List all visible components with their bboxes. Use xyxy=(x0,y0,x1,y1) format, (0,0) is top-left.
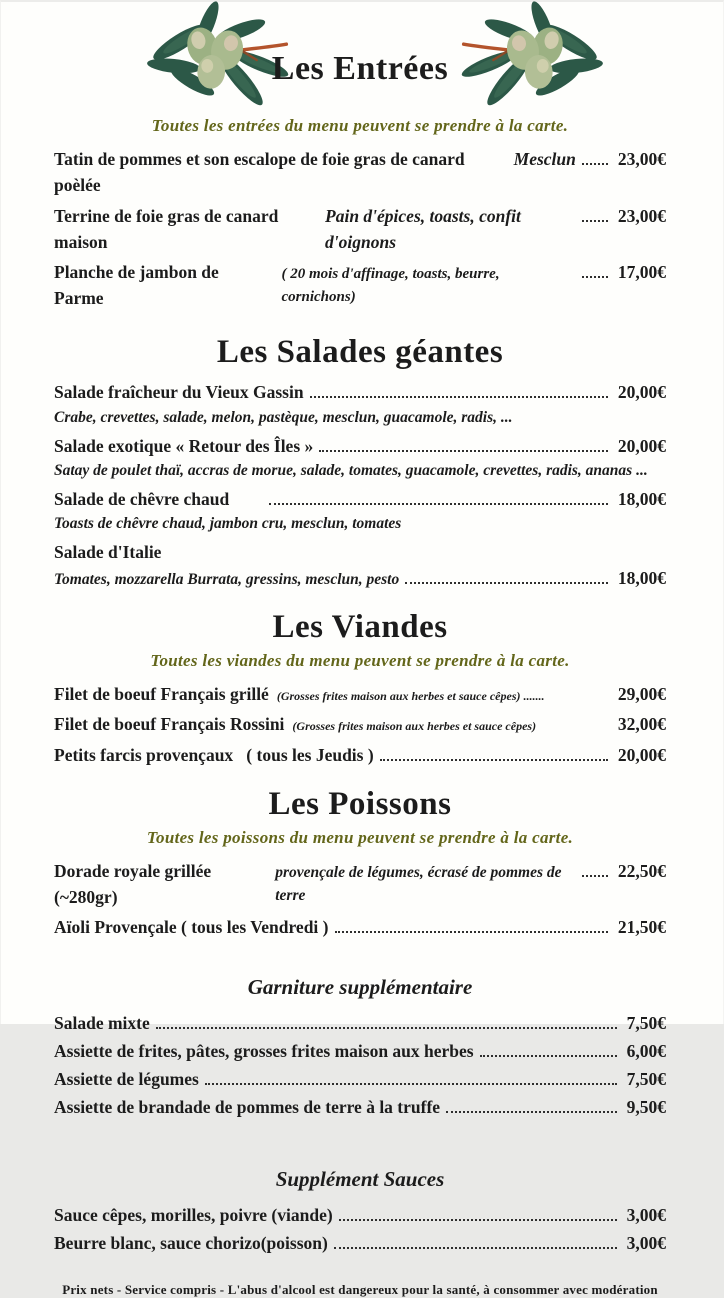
item-price: 29,00€ xyxy=(617,684,666,705)
dotted-leader xyxy=(582,163,608,165)
item-note: Mesclun xyxy=(513,149,576,169)
item-price: 20,00€ xyxy=(617,744,666,765)
menu-item-row xyxy=(54,914,666,940)
section-title: Supplément Sauces xyxy=(275,1166,445,1191)
menu-item-row xyxy=(54,433,666,459)
menu-item-row xyxy=(54,711,666,737)
item-name: Salade exotique « Retour des Îles » xyxy=(54,435,314,456)
menu-item-row xyxy=(54,858,666,911)
item-name: Salade d'Italie xyxy=(54,541,162,562)
item-name: Planche de jambon de Parme xyxy=(54,262,224,309)
dotted-leader xyxy=(335,931,608,933)
dotted-leader xyxy=(446,1111,617,1113)
item-price: 20,00€ xyxy=(617,435,666,456)
item-price: 22,50€ xyxy=(617,860,666,881)
section-poissons xyxy=(54,786,666,941)
item-desc-text: Satay de poulet thaï, accras de morue, salade, tomates, guacamole, crevettes, radis, ananas ... xyxy=(54,461,648,479)
dotted-leader xyxy=(156,1027,617,1029)
section-viandes xyxy=(54,609,666,768)
item-price: 9,50€ xyxy=(626,1097,666,1118)
dotted-leader xyxy=(339,1219,617,1221)
item-price: 7,50€ xyxy=(626,1069,666,1089)
item-price: 23,00€ xyxy=(617,205,666,226)
legal-footer: Prix nets - Service compris - L'abus d'alcool est dangereux pour la santé, à consommer avec modération xyxy=(62,1282,658,1297)
dotted-leader xyxy=(582,276,608,278)
dotted-leader xyxy=(480,1055,617,1057)
section-entrees xyxy=(54,6,666,312)
section-subtitle: Toutes les viandes du menu peuvent se prendre à la carte. xyxy=(150,651,570,671)
menu-item-row xyxy=(54,146,666,199)
item-name: Filet de boeuf Français Rossini xyxy=(54,714,285,735)
item-name: Terrine de foie gras de canard maison xyxy=(54,205,283,252)
item-name: Salade fraîcheur du Vieux Gassin xyxy=(54,382,304,403)
item-desc-text: Toasts de chêvre chaud, jambon cru, mesclun, tomates xyxy=(54,515,402,533)
item-price: 18,00€ xyxy=(617,488,666,509)
menu-item-row xyxy=(54,1066,666,1092)
section-title: Les Entrées xyxy=(271,50,449,87)
item-price: 3,00€ xyxy=(626,1204,666,1225)
item-price: 7,50€ xyxy=(626,1012,666,1033)
menu-item-row xyxy=(54,203,666,256)
item-price: 17,00€ xyxy=(617,262,666,282)
dotted-leader xyxy=(319,450,608,452)
item-description xyxy=(54,567,666,591)
section-subtitle: Toutes les poissons du menu peuvent se prendre à la carte. xyxy=(146,827,574,847)
item-name: Salade de chêvre chaud xyxy=(54,488,230,509)
item-note: (Grosses frites maison aux herbes et sauce cêpes) ....... xyxy=(276,689,545,704)
item-note: Pain d'épices, toasts, confit d'oignons xyxy=(325,205,526,252)
dotted-leader xyxy=(380,759,608,761)
item-description xyxy=(54,408,666,429)
section-title: Les Salades géantes xyxy=(216,333,504,370)
section-sauces xyxy=(54,1167,666,1257)
item-name: Assiette de légumes xyxy=(54,1069,199,1089)
item-name: Sauce cêpes, morilles, poivre (viande) xyxy=(54,1204,333,1225)
dotted-leader xyxy=(205,1083,617,1085)
item-name: Aïoli Provençale ( tous les Vendredi ) xyxy=(54,917,329,938)
item-name: Beurre blanc, sauce chorizo(poisson) xyxy=(54,1232,328,1253)
item-name: Tatin de pommes et son escalope de foie gras de canard poèlée xyxy=(54,149,469,196)
menu-item-row xyxy=(54,1038,666,1064)
dotted-leader xyxy=(310,396,608,398)
section-salades xyxy=(54,334,666,592)
item-description xyxy=(54,461,666,482)
menu-item-row xyxy=(54,742,666,768)
menu-item-row xyxy=(54,1230,666,1256)
item-name: Assiette de brandade de pommes de terre à la truffe xyxy=(54,1097,441,1118)
section-subtitle: Toutes les entrées du menu peuvent se prendre à la carte. xyxy=(151,116,569,135)
menu-item-row xyxy=(54,1010,666,1036)
dotted-leader xyxy=(582,220,608,222)
dotted-leader xyxy=(405,582,608,584)
dotted-leader xyxy=(582,875,608,877)
item-name: Petits farcis provençaux ( tous les Jeudis ) xyxy=(54,744,374,765)
item-note: (Grosses frites maison aux herbes et sauce cêpes) xyxy=(292,719,537,734)
entrees-header xyxy=(54,6,666,112)
item-price: 6,00€ xyxy=(626,1040,666,1061)
item-name: Salade mixte xyxy=(54,1012,150,1033)
item-price: 3,00€ xyxy=(626,1232,666,1253)
menu-item-row xyxy=(54,539,666,565)
menu-item-row xyxy=(54,1202,666,1228)
item-desc-text: Crabe, crevettes, salade, melon, pastèque, mesclun, guacamole, radis, ... xyxy=(54,408,513,426)
menu-item-row xyxy=(54,379,666,405)
item-price: 21,50€ xyxy=(617,917,666,938)
dotted-leader xyxy=(334,1247,617,1249)
menu-item-row xyxy=(54,486,666,512)
item-note: ( 20 mois d'affinage, toasts, beurre, cornichons) xyxy=(281,266,504,305)
menu-item-row xyxy=(54,259,666,312)
item-name: Assiette de frites, pâtes, grosses frites maison aux herbes xyxy=(54,1040,474,1061)
item-name: Dorade royale grillée (~280gr) xyxy=(54,860,216,907)
item-price: 23,00€ xyxy=(617,149,666,169)
item-price: 32,00€ xyxy=(617,714,666,735)
item-note: provençale de légumes, écrasé de pommes de terre xyxy=(275,863,566,904)
item-price: 20,00€ xyxy=(617,382,666,403)
section-title: Les Viandes xyxy=(272,609,448,646)
item-desc-text: Tomates, mozzarella Burrata, gressins, mesclun, pesto xyxy=(54,571,400,589)
item-description xyxy=(54,514,666,535)
menu-item-row xyxy=(54,681,666,707)
menu-item-row xyxy=(54,1094,666,1120)
item-price: 18,00€ xyxy=(617,568,666,589)
section-title: Garniture supplémentaire xyxy=(247,974,473,999)
section-title: Les Poissons xyxy=(268,785,452,822)
section-garniture xyxy=(54,975,666,1121)
dotted-leader xyxy=(269,503,608,505)
item-name: Filet de boeuf Français grillé xyxy=(54,684,269,705)
